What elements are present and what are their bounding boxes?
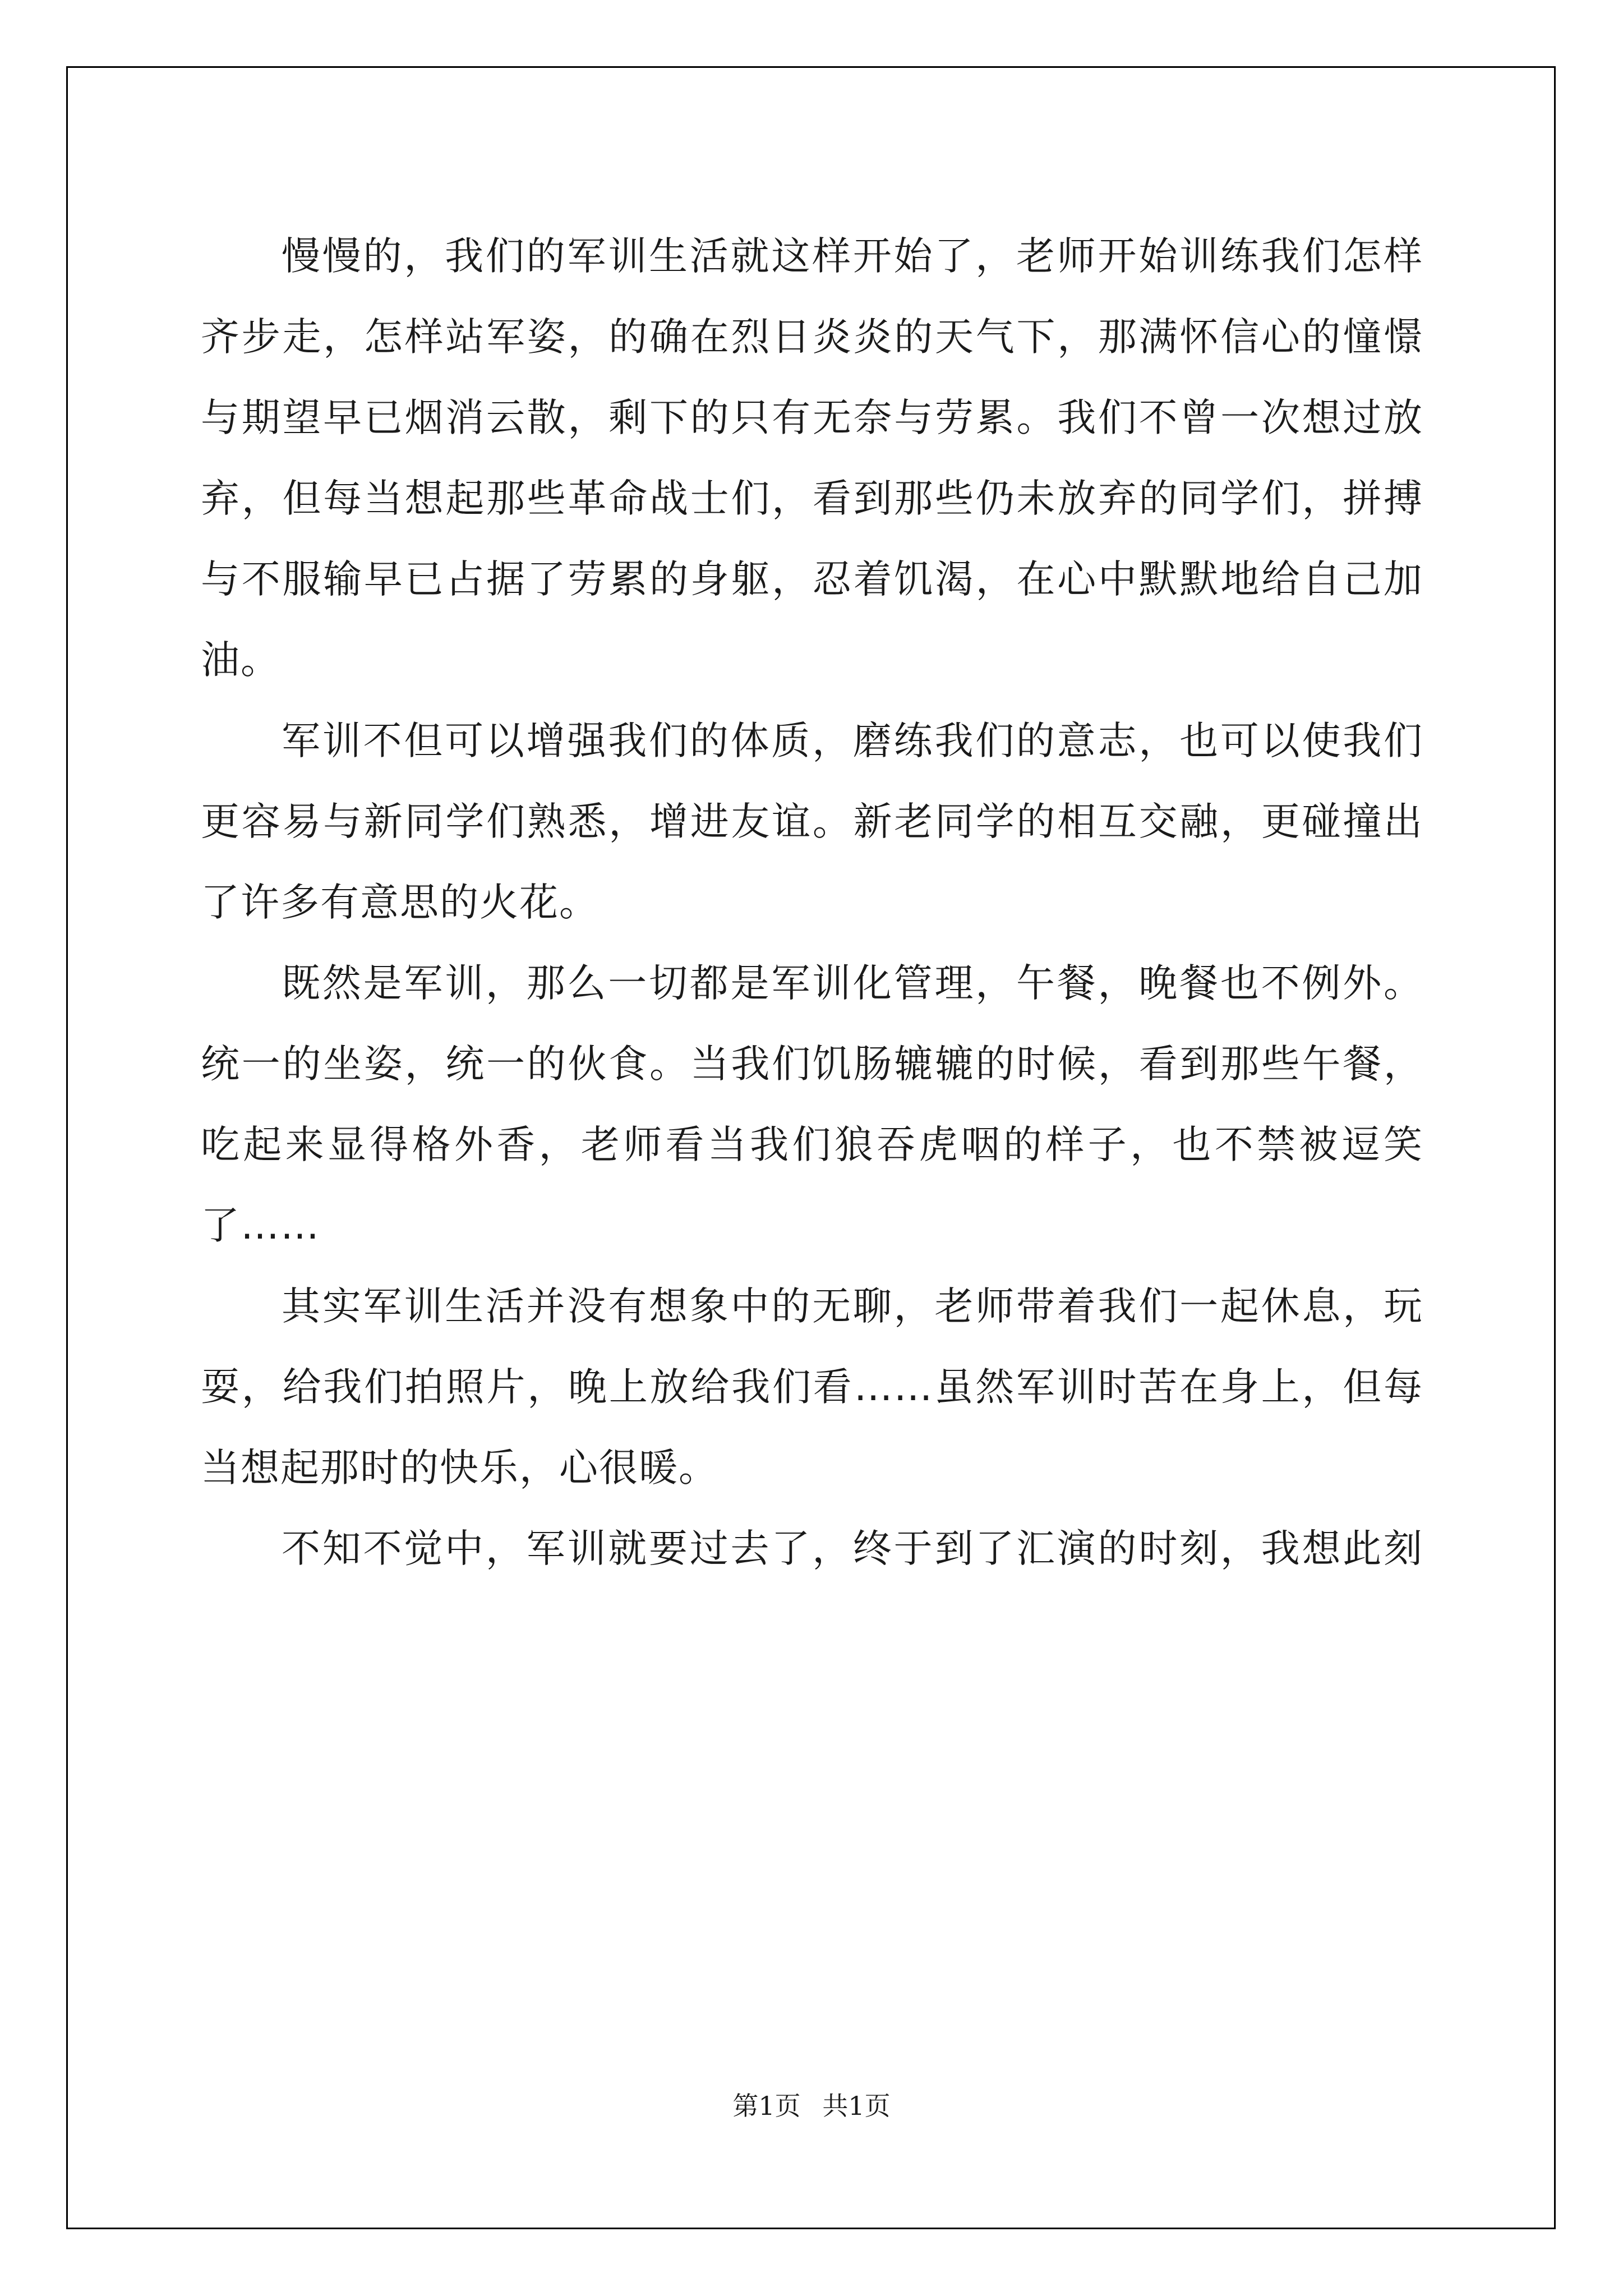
paragraph: 慢慢的，我们的军训生活就这样开始了，老师开始训练我们怎样齐步走，怎样站军姿，的确在烈日炎炎的天气下，那满怀信心的憧憬与期望早已烟消云散，剩下的只有无奈与劳累。我们不曾一次想过放弃，但每当想起那些革命战士们，看到那些仍未放弃的同学们，拼搏与不服输早已占据了劳累的身躯，忍着饥渴，在心中默默地给自己加油。 [201, 234, 1423, 683]
page-number: 第1页 [732, 2091, 801, 2121]
paragraph: 不知不觉中，军训就要过去了，终于到了汇演的时刻，我想此刻 [282, 1526, 1423, 1571]
paragraph: 既然是军训，那么一切都是军训化管理，午餐，晚餐也不例外。统一的坐姿，统一的伙食。当我们饥肠辘辘的时候，看到那些午餐，吃起来显得格外香，老师看当我们狼吞虎咽的样子，也不禁被逗笑了…… [201, 961, 1423, 1248]
page-footer [0, 2086, 1623, 2123]
paragraph: 其实军训生活并没有想象中的无聊，老师带着我们一起休息，玩耍，给我们拍照片，晚上放给我们看……虽然军训时苦在身上，但每当想起那时的快乐，心很暖。 [201, 1284, 1423, 1490]
page-total: 共1页 [822, 2091, 891, 2121]
paragraph: 军训不但可以增强我们的体质，磨练我们的意志，也可以使我们更容易与新同学们熟悉，增进友谊。新老同学的相互交融，更碰撞出了许多有意思的火花。 [201, 719, 1423, 925]
document-body [201, 216, 1423, 1589]
